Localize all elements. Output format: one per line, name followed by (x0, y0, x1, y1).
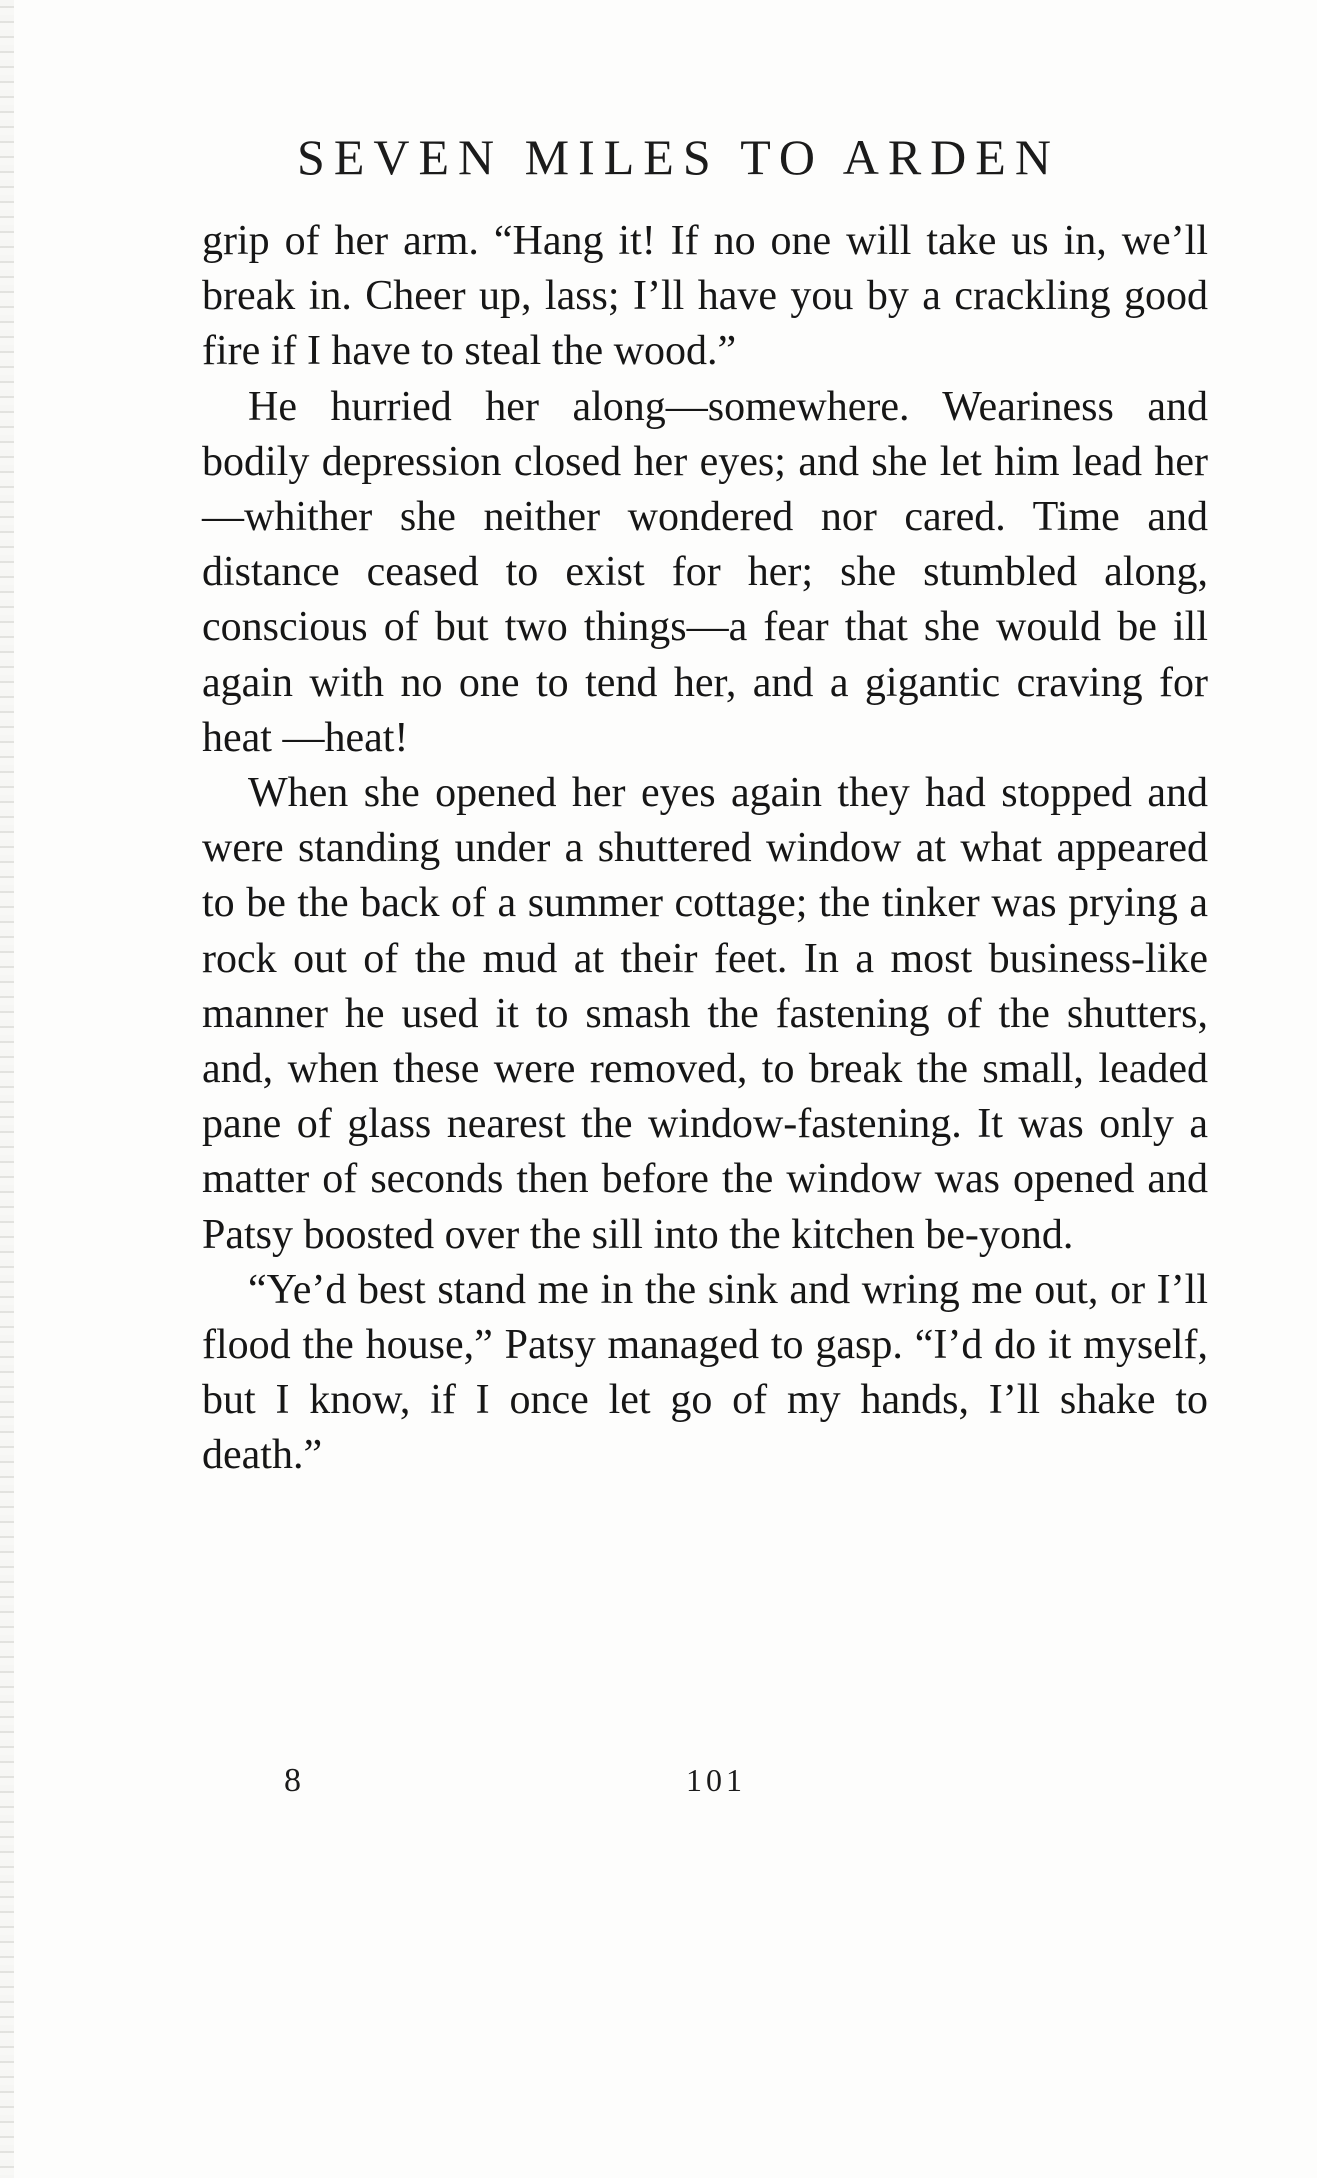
body-text (202, 214, 1208, 1484)
paragraph: “Ye’d best stand me in the sink and wring me out, or I’ll flood the house,” Patsy managed to gasp. “I’d do it myself, but I know, if I once let go of my hands, I’ll shake to death.” (202, 1266, 1208, 1479)
binding-edge (0, 0, 14, 2178)
paragraph: He hurried her along—somewhere. Weariness and bodily depression closed her eyes; and she let him lead her—whither she neither wondered nor cared. Time and distance ceased to exist for her; she stumbled along, conscious of but two things—a fear that she would be ill again with no one to tend her, and a gigantic craving for heat —heat! (202, 383, 1208, 761)
signature-mark: 8 (284, 1762, 301, 1799)
page-number: 101 (686, 1762, 746, 1798)
running-head: SEVEN MILES TO ARDEN (297, 129, 1060, 185)
paragraph: When she opened her eyes again they had stopped and were standing under a shuttered window at what appeared to be the back of a summer cottage; the tinker was prying a rock out of the mud at their feet. In a most business-like manner he used it to smash the fastening of the shutters, and, when these were removed, to break the small, leaded pane of glass nearest the window-fastening. It was only a matter of seconds then before the window was opened and Patsy boosted over the sill into the kitchen be-yond. (202, 770, 1208, 1258)
paragraph-continued: grip of her arm. “Hang it! If no one will take us in, we’ll break in. Cheer up, lass; I’ll have you by a crackling good fire if I have to steal the wood.” (202, 218, 1208, 375)
